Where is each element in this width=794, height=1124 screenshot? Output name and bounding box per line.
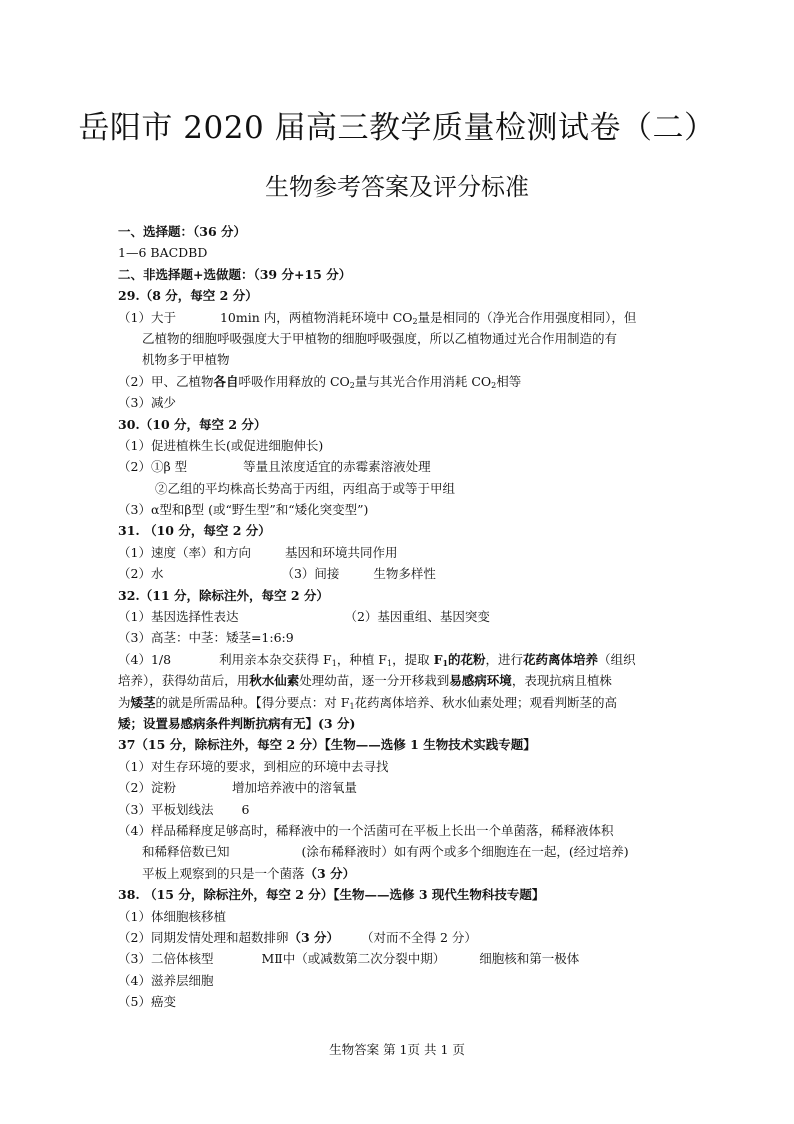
subscript: 2: [412, 316, 418, 326]
q31-heading: 31. （10 分，每空 2 分）: [118, 523, 271, 539]
q32-a4-l2-b1: 秋水仙素: [249, 673, 300, 689]
q29-a2-p3: 量与其光合作用消耗 CO: [354, 373, 492, 389]
subscript: 2: [349, 380, 355, 390]
q29-answer-1: [118, 307, 698, 328]
subscript: 1: [386, 658, 393, 668]
q37-a4-l3-bold: （3 分）: [304, 865, 356, 881]
q30-answer-3: （3）α型和β型 (或“野生型”和“矮化突变型”): [118, 502, 369, 518]
q32-a4-t1: 利用亲本杂交获得 F: [219, 651, 332, 667]
answer-body: [118, 221, 698, 1012]
q37-answer-4-line3: [118, 863, 698, 884]
q29-answer-2: [118, 371, 698, 392]
q32-a1: （1）基因选择性表达: [118, 609, 239, 625]
q32-answer-1-2: [118, 606, 698, 627]
q38-heading: 38. （15 分，除标注外，每空 2 分）【生物——选修 3 现代生物科技专题】: [118, 887, 545, 903]
q37-a3-p2: 6: [241, 801, 250, 817]
document-subtitle: 生物参考答案及评分标准: [265, 173, 529, 201]
q37-answer-4: （4）样品稀释度足够高时，稀释液中的一个活菌可在平板上长出一个单菌落，稀释液体积: [118, 822, 614, 838]
q30-heading: 30.（10 分，每空 2 分）: [118, 416, 267, 432]
q32-a4-t3: ，提取: [392, 651, 434, 667]
q37-answer-4-line2: [118, 841, 698, 862]
q32-heading: 32.（11 分，除标注外，每空 2 分）: [118, 587, 329, 603]
q32-answer-4-line2: [118, 670, 698, 691]
q37-a4-l2-p2: (涂布稀释液时）如有两个或多个细胞连在一起，(经过培养): [301, 844, 629, 860]
q29-answer-1-line2: 乙植物的细胞呼吸强度大于甲植物的细胞呼吸强度，所以乙植物通过光合作用制造的有: [142, 330, 618, 346]
q37-answer-2: [118, 777, 698, 798]
q32-a2: （2）基因重组、基因突变: [344, 609, 490, 625]
q29-a1-text2: 量是相同的（净光合作用强度相同），但: [417, 309, 637, 325]
q29-answer-3: （3）减少: [118, 395, 176, 411]
q32-a4-t5: （组织: [598, 651, 636, 667]
q29-a1-text1: 10min 内，两植物消耗环境中 CO: [219, 309, 413, 325]
section-nonchoice-heading: 二、非选择题+选做题：（39 分+15 分）: [118, 266, 352, 282]
q38-answer-5: （5）癌变: [118, 994, 176, 1010]
q31-answer-2-3: [118, 563, 698, 584]
q38-a2-bold: （3 分）: [288, 929, 340, 945]
q38-a3-p1: （3）二倍体核型: [118, 951, 214, 967]
q32-a4-l3-t3: 花药离体培养、秋水仙素处理；观看判断茎的高: [354, 694, 618, 710]
choice-answers: 1—6 BACDBD: [118, 245, 208, 261]
q38-a2-p1: （2）同期发情处理和超数排卵: [118, 929, 289, 945]
subscript: 1: [349, 701, 355, 711]
q29-a2-p4: 相等: [496, 373, 522, 389]
q32-answer-4: [118, 649, 698, 670]
q32-a4-l3-t2: 的就是所需品种。【得分要点：对 F: [155, 694, 350, 710]
q32-a4-t4: ，进行: [485, 651, 524, 667]
q37-answer-1: （1）对生存环境的要求，到相应的环境中去寻找: [118, 758, 389, 774]
q31-a1-p2: 基因和环境共同作用: [284, 544, 398, 560]
q37-a4-l2-p1: 和稀释倍数已知: [142, 844, 230, 860]
q37-heading: 37（15 分，除标注外，每空 2 分）【生物——选修 1 生物技术实践专题】: [118, 737, 536, 753]
q32-a4-l2-t2: 处理幼苗，逐一分开移栽到: [299, 673, 450, 689]
q31-a3-p2: 生物多样性: [373, 566, 436, 582]
q30-a2-p2: 等量且浓度适宜的赤霉素溶液处理: [243, 459, 431, 475]
q37-a2-p1: （2）淀粉: [118, 780, 176, 796]
q38-answer-4: （4）滋养层细胞: [118, 972, 214, 988]
q32-a4-label: （4）1/8: [118, 651, 172, 667]
q32-a4-l2-t3: ，表现抗病且植株: [511, 673, 612, 689]
q38-answer-1: （1）体细胞核移植: [118, 908, 226, 924]
q32-answer-4-line3: [118, 692, 698, 713]
q31-answer-1: [118, 542, 698, 563]
q32-a4-t2: ，种植 F: [336, 651, 387, 667]
q29-answer-1-line3: 机物多于甲植物: [142, 352, 230, 368]
q29-heading: 29.（8 分，每空 2 分）: [118, 288, 258, 304]
section-choice-heading: 一、选择题：（36 分）: [118, 224, 246, 239]
q30-answer-2: [118, 456, 698, 477]
subscript: 2: [491, 380, 497, 390]
q38-a3-p3: 细胞核和第一极体: [479, 951, 580, 967]
q31-a1-p1: （1）速度（率）和方向: [118, 544, 251, 560]
q32-a4-l3-t1: 为: [118, 694, 131, 710]
q29-a2-p1: （2）甲、乙植物: [118, 373, 214, 389]
q38-answer-3: [118, 948, 698, 969]
q30-a2-p1: （2）①β 型: [118, 459, 188, 475]
q32-answer-3: （3）高茎：中茎：矮茎=1:6:9: [118, 630, 294, 646]
q37-a4-l3-p1: 平板上观察到的只是一个菌落: [142, 865, 305, 881]
subscript: 1: [442, 657, 449, 668]
q30-answer-2-line2: ②乙组的平均株高长势高于丙组，丙组高于或等于甲组: [155, 480, 456, 496]
q32-answer-4-line4: 矮；设置易感病条件判断抗病有无】(3 分): [118, 715, 356, 731]
q29-a2-p2: 呼吸作用释放的 CO: [238, 373, 350, 389]
q32-a4-l2-t1: 培养），获得幼苗后，用: [118, 673, 250, 689]
q31-a3-p1: （3）间接: [281, 566, 340, 582]
subscript: 1: [331, 658, 337, 668]
q32-a4-b2: 的花粉: [448, 651, 486, 667]
document-title: 岳阳市 2020 届高三教学质量检测试卷（二）: [78, 110, 716, 146]
q32-a4-l3-b1: 矮茎: [130, 694, 156, 710]
q31-a2: （2）水: [118, 566, 164, 582]
q30-answer-1: （1）促进植株生长(或促进细胞伸长): [118, 437, 324, 453]
q37-a3-p1: （3）平板划线法: [118, 801, 214, 817]
q29-a1-label: （1）大于: [118, 309, 176, 325]
q37-answer-3: [118, 799, 698, 820]
q38-a3-p2: MⅡ中（或减数第二次分裂中期）: [261, 951, 446, 967]
q32-a4-b3: 花药离体培养: [523, 651, 599, 667]
page-footer: 生物答案 第 1页 共 1 页: [329, 1042, 465, 1057]
q32-a4-l2-b2: 易感病环境: [449, 673, 512, 689]
q29-a2-bold: 各自: [213, 373, 239, 389]
q32-a4-b1: F: [433, 651, 443, 667]
q38-answer-2: [118, 927, 698, 948]
q37-a2-p2: 增加培养液中的溶氧量: [231, 780, 357, 796]
q38-a2-p2: （对而不全得 2 分）: [361, 929, 477, 945]
